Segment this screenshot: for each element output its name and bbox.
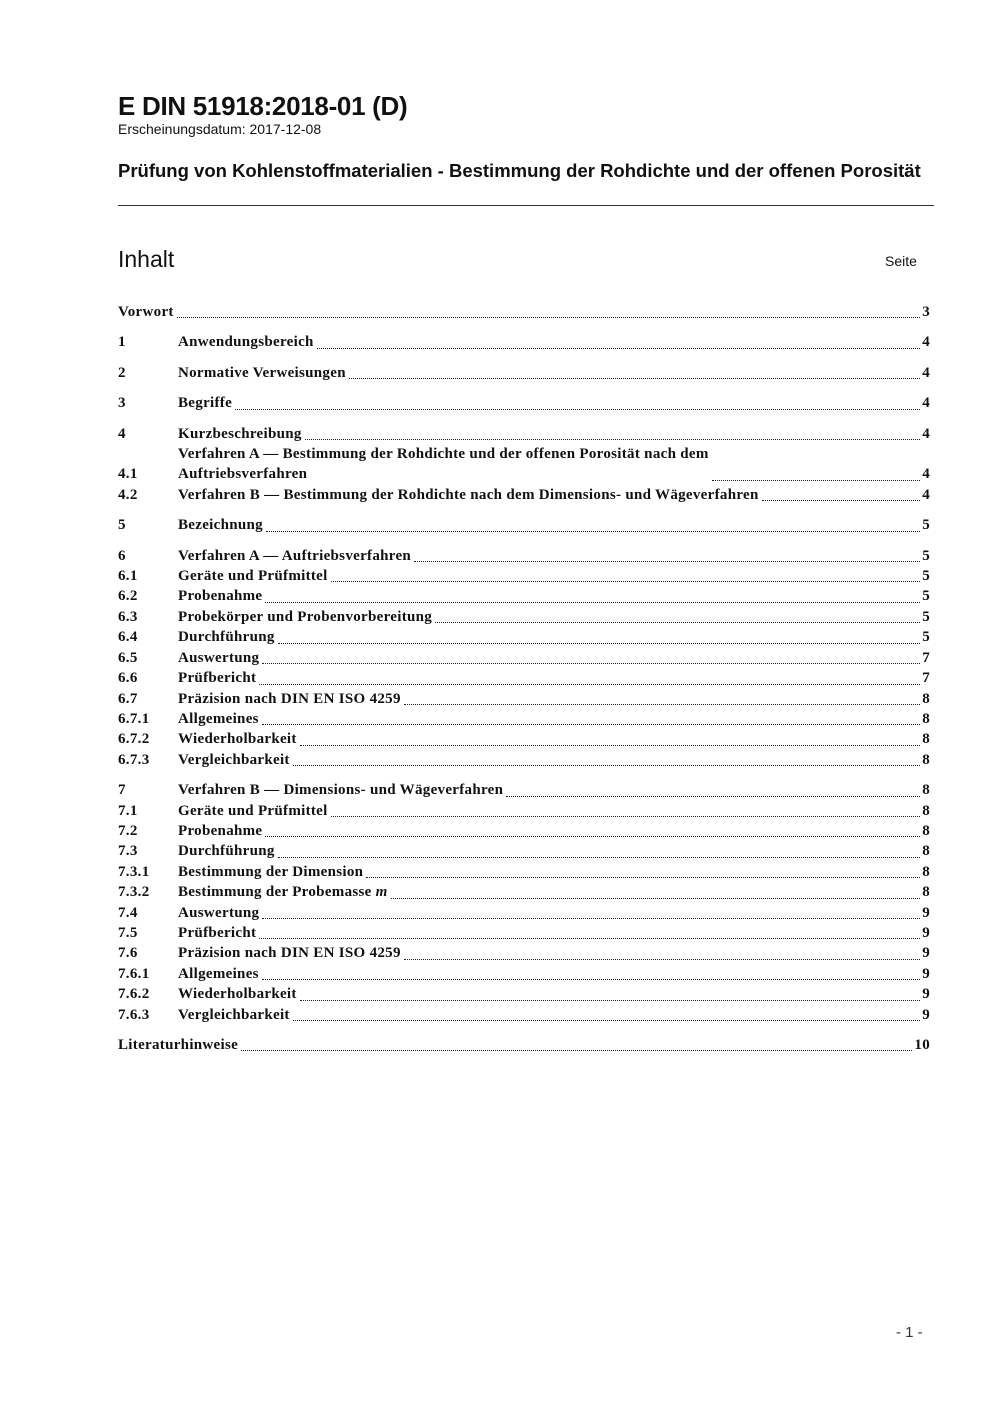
toc-dot-leader: [317, 348, 921, 349]
toc-entry[interactable]: [118, 668, 930, 688]
toc-heading: Inhalt: [118, 246, 175, 272]
toc-entry-title: [178, 964, 922, 984]
toc-entry-title-text: Präzision nach DIN EN ISO 4259: [178, 690, 401, 707]
toc-entry-title-line: Verfahren A — Bestimmung der Rohdichte und der offenen Porosität nach dem: [178, 446, 709, 463]
toc-entry-title: [178, 627, 922, 647]
toc-entry[interactable]: [118, 485, 930, 505]
toc-entry-number: 7.3.1: [118, 863, 150, 880]
toc-entry-title: [178, 841, 922, 861]
toc-entry-number: 7.4: [118, 904, 138, 921]
toc-entry-number: 4.2: [118, 486, 138, 503]
toc-entry-title-text: Normative Verweisungen: [178, 364, 346, 381]
toc-entry-title-text: Wiederholbarkeit: [178, 986, 297, 1003]
toc-entry-number: 7.2: [118, 822, 138, 839]
toc-entry-title: [178, 882, 922, 902]
toc-entry-title-text: Verfahren B — Dimensions- und Wägeverfahren: [178, 782, 504, 799]
toc-entry-number: 6.3: [118, 608, 138, 625]
toc-entry-number: 6.7.1: [118, 710, 150, 727]
toc-entry-number: 4: [118, 425, 126, 442]
toc-entry-title-line: Auftriebsverfahren: [178, 466, 308, 483]
toc-dot-leader: [331, 581, 921, 582]
toc-entry-page: 8: [922, 690, 930, 707]
toc-entry-page: 5: [922, 629, 930, 646]
toc-entry-number: 6: [118, 547, 126, 564]
toc-entry-title-text: Bestimmung der Probemasse m: [178, 884, 388, 901]
page-number: - 1 -: [896, 1324, 923, 1341]
toc-entry-number: 3: [118, 395, 126, 412]
toc-dot-leader: [391, 898, 921, 899]
toc-entry-title-text: Wiederholbarkeit: [178, 731, 297, 748]
toc-entry[interactable]: [118, 903, 930, 923]
toc-dot-leader: [506, 796, 920, 797]
toc-entry-title-text: Geräte und Prüfmittel: [178, 802, 328, 819]
toc-entry-title: [178, 515, 922, 535]
toc-entry-title: [178, 729, 922, 749]
toc-dot-leader: [349, 378, 920, 379]
document-id: E DIN 51918:2018-01 (D): [118, 91, 408, 121]
toc-entry-number: 7: [118, 782, 126, 799]
toc-entry-title: [178, 363, 922, 383]
toc-entry-number: 6.5: [118, 649, 138, 666]
toc-dot-leader: [331, 816, 921, 817]
toc-entry-title: [178, 485, 922, 505]
toc-dot-leader: [404, 959, 920, 960]
toc-entry-number: 7.6.1: [118, 965, 150, 982]
toc-page-label: Seite: [885, 253, 917, 269]
toc-entry-title-text: Bestimmung der Dimension: [178, 863, 364, 880]
toc-dot-leader: [265, 836, 920, 837]
toc-entry-title: [178, 546, 922, 566]
toc-entry-page: 8: [922, 884, 930, 901]
toc-entry[interactable]: [118, 882, 930, 902]
toc-entry-title-text: Durchführung: [178, 843, 275, 860]
toc-entry[interactable]: [118, 586, 930, 606]
document-title: Prüfung von Kohlenstoffmaterialien - Bestimmung der Rohdichte und der offenen Porosität: [118, 160, 921, 181]
toc-entry-title-text: Probenahme: [178, 822, 263, 839]
toc-entry-title-text: Kurzbeschreibung: [178, 425, 302, 442]
toc-entry-number: 7.6.2: [118, 986, 150, 1003]
toc-entry-title-text: Probekörper und Probenvorbereitung: [178, 608, 433, 625]
toc-entry-page: 4: [922, 364, 930, 381]
toc-dot-leader: [177, 317, 920, 318]
toc-entry[interactable]: [118, 841, 930, 861]
toc-entry-number: 7.6: [118, 945, 138, 962]
toc-entry-number: 6.1: [118, 568, 138, 585]
toc-dot-leader: [300, 1000, 921, 1001]
toc-dot-leader: [262, 724, 920, 725]
toc-dot-leader: [266, 531, 920, 532]
toc-entry-title: [178, 668, 922, 688]
toc-entry-title-text: Geräte und Prüfmittel: [178, 568, 328, 585]
toc-entry-title-text: Präzision nach DIN EN ISO 4259: [178, 945, 401, 962]
toc-entry-page: 5: [922, 547, 930, 564]
toc-entry[interactable]: [118, 393, 930, 413]
toc-entry-title-text: Verfahren B — Bestimmung der Rohdichte nach dem Dimensions- und Wägeverfahren: [178, 486, 759, 503]
toc-entry-title-text: Durchführung: [178, 629, 275, 646]
toc-dot-leader: [293, 765, 920, 766]
toc-entry-title: [178, 903, 922, 923]
toc-dot-leader: [262, 663, 920, 664]
toc-dot-leader: [435, 622, 920, 623]
title-divider: [118, 205, 934, 206]
toc-entry-title-text: Probenahme: [178, 588, 263, 605]
toc-entry-title-text: Anwendungsbereich: [178, 334, 314, 351]
toc-entry-title-text: Literaturhinweise: [118, 1037, 239, 1053]
toc-entry-title: [178, 750, 922, 770]
toc-entry-title: [178, 444, 922, 485]
toc-entry-page: 8: [922, 863, 930, 880]
toc-entry-title: [178, 648, 922, 668]
toc-entry-number: 6.7.3: [118, 751, 150, 768]
publication-date: Erscheinungsdatum: 2017-12-08: [118, 121, 322, 137]
toc-entry-page: 9: [922, 945, 930, 962]
toc-entry-page: 4: [922, 334, 930, 351]
toc-entry-page: 8: [922, 782, 930, 799]
toc-entry-title: [118, 1035, 914, 1055]
toc-entry-title-text: Allgemeines: [178, 710, 259, 727]
toc-dot-leader: [241, 1050, 912, 1051]
toc-entry[interactable]: [118, 566, 930, 586]
toc-entry[interactable]: [118, 648, 930, 668]
toc-dot-leader: [293, 1020, 920, 1021]
toc-entry-title: [178, 709, 922, 729]
toc-dot-leader: [414, 561, 920, 562]
toc-entry[interactable]: [118, 332, 930, 352]
toc-entry[interactable]: [118, 1005, 930, 1025]
toc-entry-page: 8: [922, 710, 930, 727]
toc-entry[interactable]: [118, 801, 930, 821]
toc-dot-leader: [278, 643, 921, 644]
toc-entry[interactable]: [118, 515, 930, 535]
toc-entry-title: [178, 862, 922, 882]
toc-entry-page: 3: [922, 304, 930, 320]
toc-entry-title: [178, 607, 922, 627]
toc-entry[interactable]: [118, 964, 930, 984]
toc-entry-title: [178, 586, 922, 606]
toc-entry-page: 7: [922, 670, 930, 687]
toc-entry-number: 6.2: [118, 588, 138, 605]
toc-entry-number: 4.1: [118, 466, 138, 483]
toc-entry-page: 9: [922, 965, 930, 982]
toc-entry-number: 7.6.3: [118, 1006, 150, 1023]
toc-dot-leader: [366, 877, 920, 878]
toc-dot-leader: [265, 602, 920, 603]
toc-entry-title-text: Vergleichbarkeit: [178, 1006, 290, 1023]
toc-entry-page: 9: [922, 1006, 930, 1023]
toc-dot-leader: [404, 704, 920, 705]
toc-entry-title: [178, 821, 922, 841]
toc-entry-page: 4: [922, 425, 930, 442]
toc-entry[interactable]: [118, 607, 930, 627]
toc-entry-title: [178, 780, 922, 800]
toc-entry-title: [178, 984, 922, 1004]
toc-dot-leader: [762, 500, 921, 501]
toc-entry-title-text: Verfahren A — Auftriebsverfahren: [178, 547, 412, 564]
toc-entry-title: [118, 302, 922, 322]
toc-dot-leader: [262, 918, 920, 919]
toc-entry-title-text: Begriffe: [178, 395, 233, 412]
toc-entry[interactable]: [118, 546, 930, 566]
toc-entry-number: 7.5: [118, 924, 138, 941]
toc-entry-title-text: Prüfbericht: [178, 924, 257, 941]
toc-entry-page: 8: [922, 751, 930, 768]
toc-dot-leader: [259, 938, 920, 939]
toc-entry[interactable]: [118, 1035, 930, 1055]
toc-entry[interactable]: [118, 709, 930, 729]
toc-entry[interactable]: [118, 923, 930, 943]
toc-entry-number: 5: [118, 517, 126, 534]
toc-entry-title: [178, 332, 922, 352]
toc-entry-title: [178, 923, 922, 943]
toc-entry-number: 6.4: [118, 629, 138, 646]
toc-entry-page: 5: [922, 608, 930, 625]
toc-entry-page: 5: [922, 517, 930, 534]
toc-entry-number: 7.1: [118, 802, 138, 819]
toc-dot-leader: [262, 979, 920, 980]
toc-entry-page: 8: [922, 843, 930, 860]
toc-entry[interactable]: [118, 821, 930, 841]
toc-entry[interactable]: [118, 750, 930, 770]
toc-entry[interactable]: [118, 780, 930, 800]
toc-entry-number: 2: [118, 364, 126, 381]
toc-entry[interactable]: [118, 627, 930, 647]
toc-entry-page: 4: [922, 466, 930, 483]
toc-entry-number: 7.3: [118, 843, 138, 860]
toc-entry-page: 5: [922, 588, 930, 605]
toc-entry-title: [178, 689, 922, 709]
table-of-contents: [118, 302, 930, 1055]
toc-entry-page: 9: [922, 904, 930, 921]
toc-entry-number: 7.3.2: [118, 884, 150, 901]
toc-entry-title-text: Prüfbericht: [178, 670, 257, 687]
toc-entry-title-text: Bezeichnung: [178, 517, 263, 534]
toc-entry-page: 7: [922, 649, 930, 666]
toc-dot-leader: [300, 745, 921, 746]
toc-entry-page: 4: [922, 486, 930, 503]
toc-dot-leader: [305, 439, 920, 440]
toc-entry-title: [178, 801, 922, 821]
toc-entry-number: 6.6: [118, 670, 138, 687]
toc-dot-leader: [712, 480, 921, 481]
toc-entry[interactable]: [118, 943, 930, 963]
toc-entry-title-text: Vorwort: [118, 304, 174, 320]
toc-entry-title-text: Allgemeines: [178, 965, 259, 982]
toc-entry[interactable]: [118, 729, 930, 749]
toc-dot-leader: [235, 409, 920, 410]
toc-entry[interactable]: [118, 689, 930, 709]
toc-dot-leader: [259, 684, 920, 685]
toc-entry-title: [178, 566, 922, 586]
toc-entry[interactable]: [118, 302, 930, 322]
toc-entry-title: [178, 393, 922, 413]
toc-entry-number: 6.7: [118, 690, 138, 707]
toc-entry-page: 8: [922, 802, 930, 819]
toc-entry[interactable]: [118, 424, 930, 444]
toc-entry-page: 4: [922, 395, 930, 412]
toc-dot-leader: [278, 857, 921, 858]
toc-entry-title: [178, 1005, 922, 1025]
toc-entry-number: 1: [118, 334, 126, 351]
toc-entry[interactable]: [118, 862, 930, 882]
toc-entry-page: 8: [922, 822, 930, 839]
toc-entry-page: 5: [922, 568, 930, 585]
toc-entry-page: 10: [914, 1037, 930, 1053]
toc-entry[interactable]: [118, 363, 930, 383]
toc-entry-page: 9: [922, 924, 930, 941]
toc-entry-page: 8: [922, 731, 930, 748]
toc-entry-title: [178, 943, 922, 963]
toc-entry[interactable]: [118, 444, 930, 485]
toc-entry-title: [178, 424, 922, 444]
toc-entry-title-text: Vergleichbarkeit: [178, 751, 290, 768]
toc-entry-title-text: Auswertung: [178, 649, 260, 666]
toc-entry[interactable]: [118, 984, 930, 1004]
toc-entry-page: 9: [922, 986, 930, 1003]
toc-entry-title-text: Auswertung: [178, 904, 260, 921]
toc-entry-number: 6.7.2: [118, 731, 150, 748]
